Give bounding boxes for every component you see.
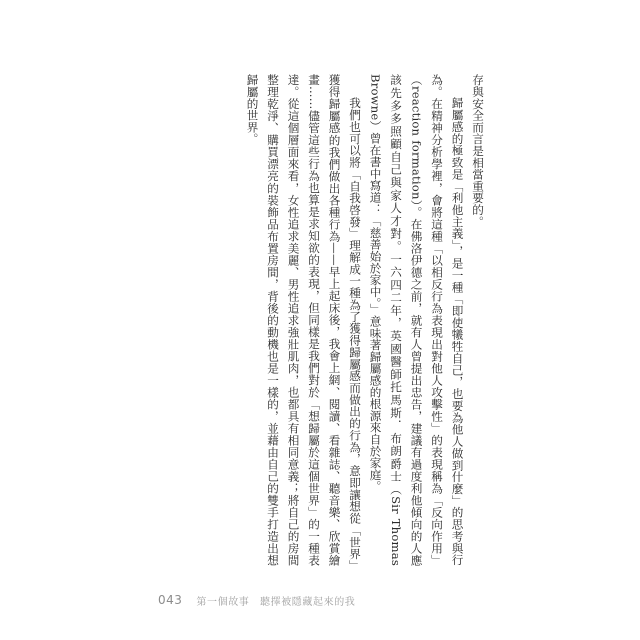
paragraph-self-development: 我們也可以將「自我啓發」理解成一種為了獲得歸屬感而做出的行為，意即讓想從「世界」獲得歸屬感的我們做出各種行為——早上起床後，我會上網、閱讀、看雜誌、聽音樂、欣賞繪畫……儘管這些行為也算是求知欲的表現，但同樣是我們對於「想歸屬於這個世界」的一種表達。從這個層面來看，女性追求美麗、男性追求強壯肌肉，也都具有相同意義；將自己的房間整理乾淨、購買漂亮的裝飾品布置房間，背後的動機也是一樣的，並藉由自己的雙手打造出想歸屬的世界。 — [245, 74, 362, 566]
page-number: 043 — [158, 593, 183, 607]
running-title: 第一個故事 聽擇被隱藏起來的我 — [196, 596, 356, 608]
page-footer — [158, 592, 355, 608]
paragraph-continued: 存與安全而言是相當重要的。 — [471, 74, 485, 228]
paragraph-altruism: 歸屬感的極致是「利他主義」，是一種「即使犧牲自己，也要為他人做到什麼」的思考與行為。在精神分析學裡，會將這種「以相反行為表現出對他人攻擊性」的表現稱為「反向作用」（reaction formation）。在佛洛伊德之前，就有人曾提出忠告，建議有過度利他傾向的人應該先多多照顧自己與家人才對。一六四二年，英國醫師托馬斯．布朗爵士（Sir Thomas Browne）曾在書中寫道：「慈善始於家中。」意味著歸屬感的根源來自於家庭。 — [368, 74, 465, 566]
vertical-text-body — [220, 74, 488, 566]
